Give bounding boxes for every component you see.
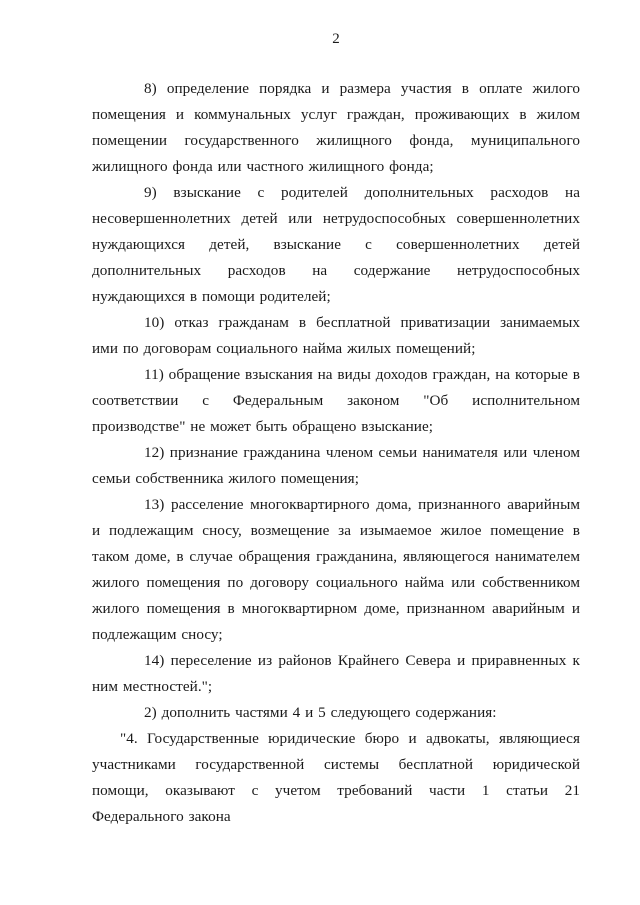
paragraph-item-9: 9) взыскание с родителей дополнительных расходов на несовершеннолетних детей или нетрудоспособных совершеннолетних нуждающихся детей, взыскание с совершеннолетних детей дополнительных расходов на содержание нетрудоспособных нуждающихся в помощи родителей; bbox=[92, 184, 580, 305]
paragraph-item-12: 12) признание гражданина членом семьи нанимателя или членом семьи собственника жилого помещения; bbox=[92, 444, 580, 487]
page-number: 2 bbox=[332, 31, 340, 47]
paragraph-amendment-2: 2) дополнить частями 4 и 5 следующего содержания: bbox=[144, 704, 497, 721]
paragraph-part-4: "4. Государственные юридические бюро и адвокаты, являющиеся участниками государственной системы бесплатной юридической помощи, оказывают с учетом требований части 1 статьи 21 Федерального закона bbox=[92, 730, 580, 825]
paragraph-item-10: 10) отказ гражданам в бесплатной приватизации занимаемых ими по договорам социального найма жилых помещений; bbox=[92, 314, 580, 357]
paragraph-item-8: 8) определение порядка и размера участия в оплате жилого помещения и коммунальных услуг граждан, проживающих в жилом помещении государственного жилищного фонда, муниципального жилищного фонда или частного жилищного фонда; bbox=[92, 80, 580, 175]
paragraph-item-13: 13) расселение многоквартирного дома, признанного аварийным и подлежащим сносу, возмещение за изымаемое жилое помещение в таком доме, в случае обращения гражданина, являющегося нанимателем жилого помещения по договору социального найма или собственником жилого помещения в многоквартирном доме, признанном аварийным и подлежащим сносу; bbox=[92, 496, 580, 643]
paragraph-item-11: 11) обращение взыскания на виды доходов граждан, на которые в соответствии с Федеральным законом "Об исполнительном производстве" не может быть обращено взыскание; bbox=[92, 366, 580, 435]
paragraph-item-14: 14) переселение из районов Крайнего Севера и приравненных к ним местностей."; bbox=[92, 652, 580, 695]
